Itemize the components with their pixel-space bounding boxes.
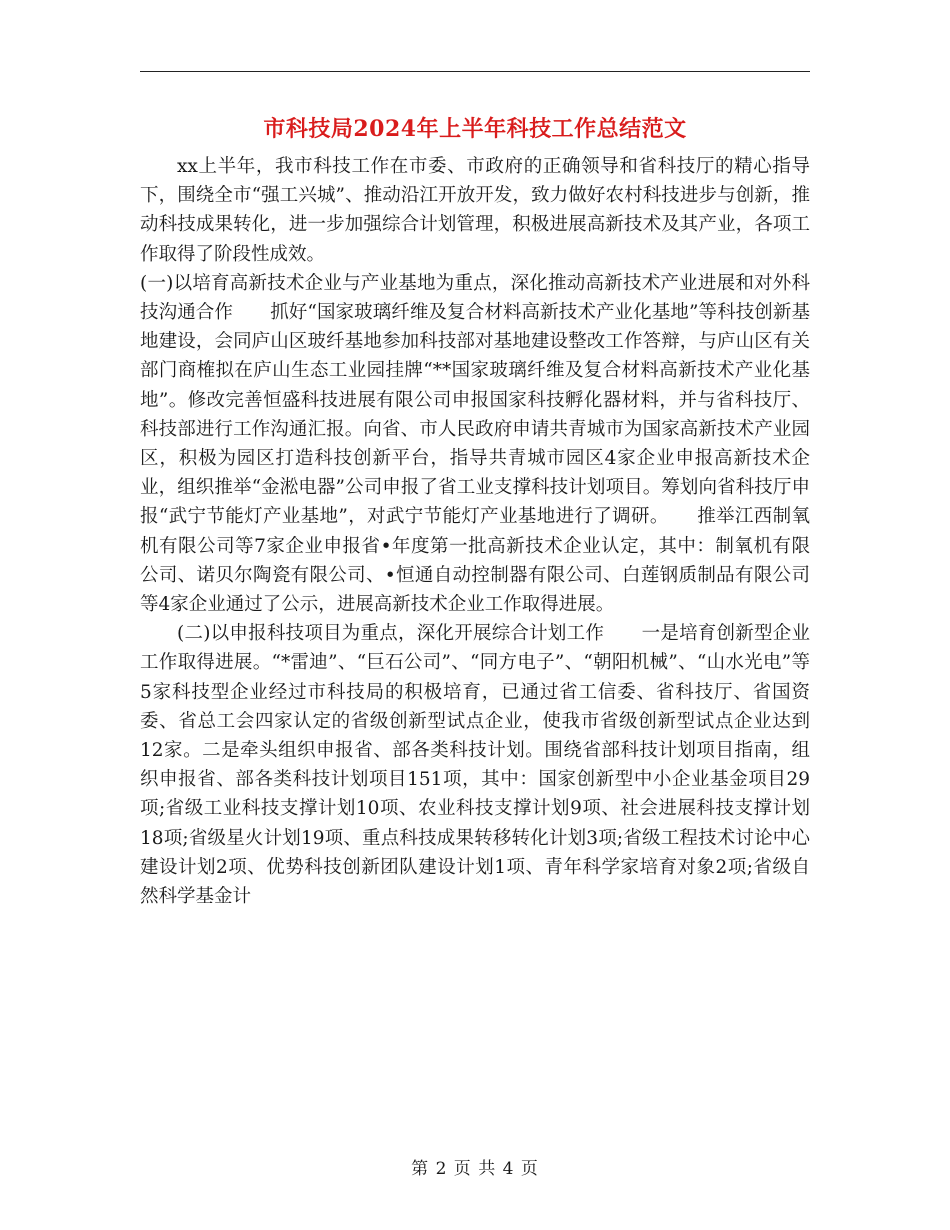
document-title: 市科技局2024年上半年科技工作总结范文 <box>263 116 687 142</box>
header-rule <box>140 71 810 72</box>
paragraph-section-two: (二)以申报科技项目为重点，深化开展综合计划工作 一是培育创新型企业工作取得进展。“*雷迪”、“巨石公司”、“同方电子”、“朝阳机械”、“山水光电”等5家科技型企业经过市科技局的积极培育，已通过省工信委、省科技厅、省国资委、省总工会四家认定的省级创新型试点企业，使我市省级创新型试点企业达到12家。二是牵头组织申报省、部各类科技计划。围绕省部科技计划项目指南，组织申报省、部各类科技计划项目151项，其中：国家创新型中小企业基金项目29项;省级工业科技支撑计划10项、农业科技支撑计划9项、社会进展科技支撑计划18项;省级星火计划19项、重点科技成果转移转化计划3项;省级工程技术讨论中心建设计划2项、优势科技创新团队建设计划1项、青年科学家培育对象2项;省级自然科学基金计 <box>140 623 810 908</box>
paragraph-intro: xx上半年，我市科技工作在市委、市政府的正确领导和省科技厅的精心指导下，围绕全市“强工兴城”、推动沿江开放开发，致力做好农村科技进步与创新，推动科技成果转化，进一步加强综合计划管理，积极进展高新技术及其产业，各项工作取得了阶段性成效。 <box>140 156 810 265</box>
document-body <box>140 152 810 911</box>
page-footer: 第 2 页 共 4 页 <box>411 1159 539 1179</box>
paragraph-section-one: (一)以培育高新技术企业与产业基地为重点，深化推动高新技术产业进展和对外科技沟通合作 抓好“国家玻璃纤维及复合材料高新技术产业化基地”等科技创新基地建设，会同庐山区玻纤基地参加科技部对基地建设整改工作答辩，与庐山区有关部门商榷拟在庐山生态工业园挂牌“**国家玻璃纤维及复合材料高新技术产业化基地”。修改完善恒盛科技进展有限公司申报国家科技孵化器材料，并与省科技厅、科技部进行工作沟通汇报。向省、市人民政府申请共青城市为国家高新技术产业园区，积极为园区打造科技创新平台，指导共青城市园区4家企业申报高新技术企业，组织推举“金淞电器”公司申报了省工业支撑科技计划项目。筹划向省科技厅申报“武宁节能灯产业基地”，对武宁节能灯产业基地进行了调研。 推举江西制氧机有限公司等7家企业申报省•年度第一批高新技术企业认定，其中：制氧机有限公司、诺贝尔陶瓷有限公司、•恒通自动控制器有限公司、白莲钢质制品有限公司等4家企业通过了公示，进展高新技术企业工作取得进展。 <box>140 272 810 616</box>
